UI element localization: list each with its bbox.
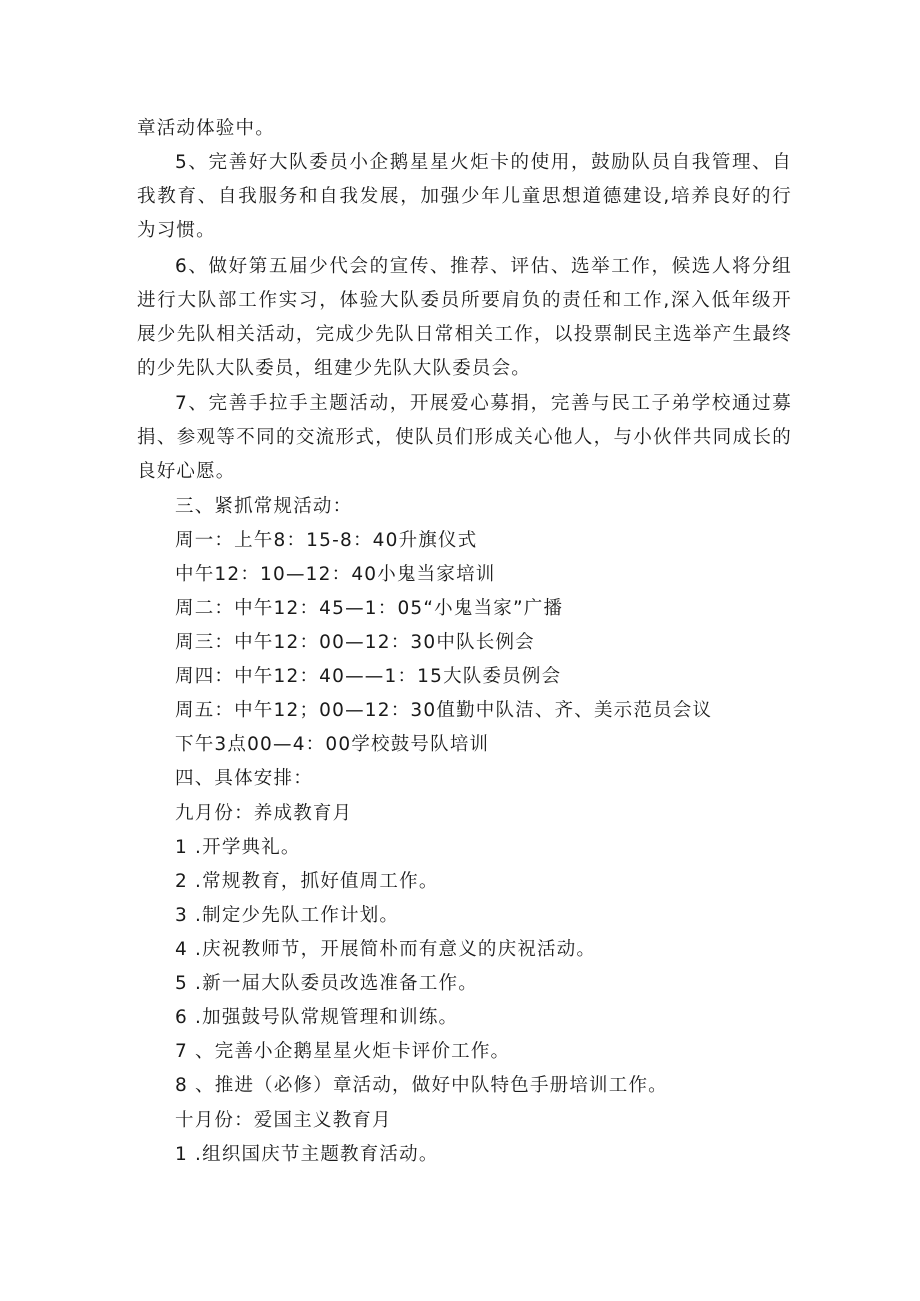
schedule-wednesday: 周三：中午12：00—12：30中队长例会 (175, 632, 535, 653)
schedule-friday-afternoon: 下午3点00—4：00学校鼓号队培训 (175, 734, 490, 755)
schedule-thursday: 周四：中午12：40——1：15大队委员例会 (175, 666, 562, 687)
paragraph-continuation: 章活动体验中。 (137, 118, 275, 139)
september-item-7: 7 、完善小企鹅星星火炬卡评价工作。 (175, 1041, 511, 1062)
september-item-2: 2 .常规教育，抓好值周工作。 (175, 871, 439, 892)
september-item-5: 5 .新一届大队委员改选准备工作。 (175, 973, 478, 994)
month-heading-september: 九月份：养成教育月 (175, 803, 353, 824)
section-heading-routine: 三、紧抓常规活动： (175, 496, 353, 517)
september-item-8: 8 、推进（必修）章活动，做好中队特色手册培训工作。 (175, 1075, 668, 1096)
schedule-monday: 周一：上午8：15-8：40升旗仪式 (175, 530, 478, 551)
september-item-4: 4 .庆祝教师节，开展简朴而有意义的庆祝活动。 (175, 939, 597, 960)
september-item-6: 6 .加强鼓号队常规管理和训练。 (175, 1007, 459, 1028)
month-heading-october: 十月份：爱国主义教育月 (175, 1110, 392, 1131)
september-item-1: 1 .开学典礼。 (175, 837, 301, 858)
schedule-friday: 周五：中午12；00—12：30值勤中队洁、齐、美示范员会议 (175, 700, 713, 721)
schedule-monday-noon: 中午12：10—12：40小鬼当家培训 (175, 564, 496, 585)
schedule-tuesday: 周二：中午12：45—1：05“小鬼当家”广播 (175, 598, 564, 619)
october-item-1: 1 .组织国庆节主题教育活动。 (175, 1144, 439, 1165)
section-heading-arrangement: 四、具体安排： (175, 768, 313, 789)
september-item-3: 3 .制定少先队工作计划。 (175, 905, 400, 926)
paragraph-item-5: 5、完善好大队委员小企鹅星星火炬卡的使用，鼓励队员自我管理、自我教育、自我服务和自我发展，加强少年儿童思想道德建设,培养良好的行为习惯。 (137, 152, 792, 241)
paragraph-item-7: 7、完善手拉手主题活动，开展爱心募捐，完善与民工子弟学校通过募捐、参观等不同的交流形式，使队员们形成关心他人，与小伙伴共同成长的良好心愿。 (137, 393, 792, 482)
paragraph-item-6: 6、做好第五届少代会的宣传、推荐、评估、选举工作，候选人将分组进行大队部工作实习，体验大队委员所要肩负的责任和工作,深入低年级开展少先队相关活动，完成少先队日常相关工作，以投票制民主选举产生最终的少先队大队委员，组建少先队大队委员会。 (137, 256, 792, 379)
